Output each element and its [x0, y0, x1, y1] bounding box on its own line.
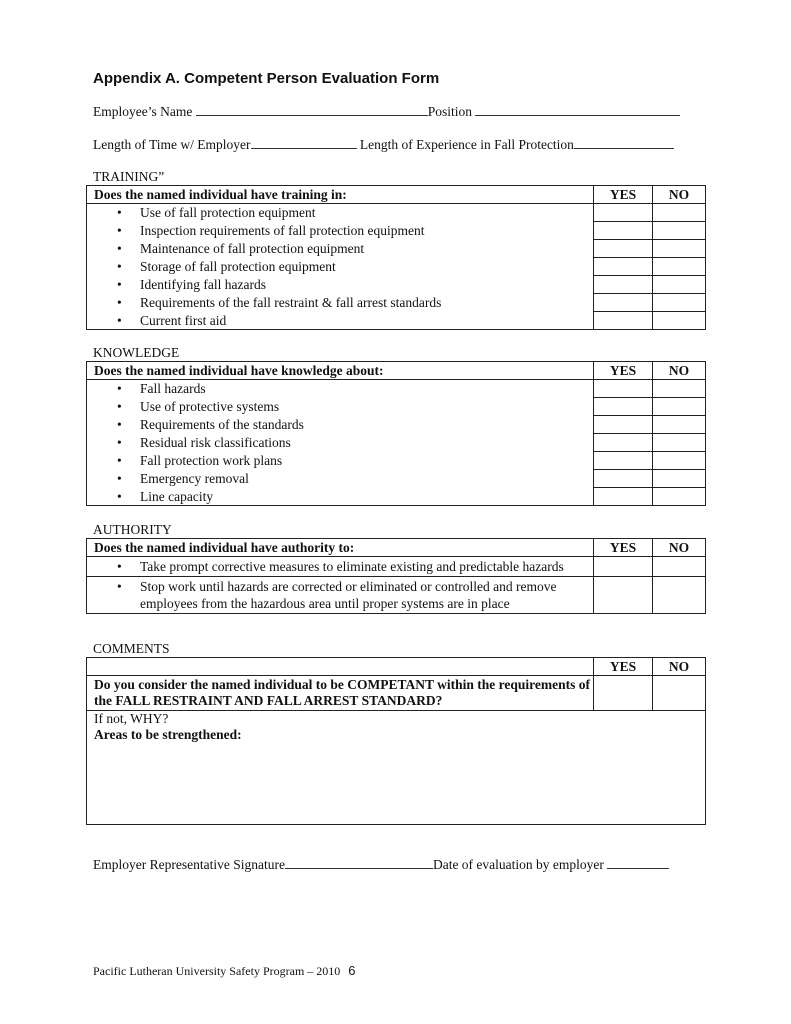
no-checkbox[interactable]	[653, 452, 706, 470]
comments-header-blank	[87, 658, 594, 676]
page-number: 6	[348, 963, 356, 978]
no-header: NO	[653, 186, 706, 204]
yes-checkbox[interactable]	[594, 398, 653, 416]
no-checkbox[interactable]	[653, 294, 706, 312]
list-item: • Use of fall protection equipment	[87, 204, 594, 222]
list-item: • Inspection requirements of fall protection equipment	[87, 222, 594, 240]
yes-checkbox[interactable]	[594, 488, 653, 506]
employee-name-field[interactable]	[196, 103, 428, 116]
comments-table	[86, 657, 706, 825]
list-item: • Maintenance of fall protection equipment	[87, 240, 594, 258]
yes-checkbox[interactable]	[594, 258, 653, 276]
yes-checkbox[interactable]	[594, 204, 653, 222]
yes-checkbox[interactable]	[594, 312, 653, 330]
experience-info-row	[93, 136, 674, 153]
no-checkbox[interactable]	[653, 416, 706, 434]
authority-question: Does the named individual have authority to:	[87, 539, 594, 557]
employee-info-row	[93, 103, 680, 120]
yes-checkbox[interactable]	[594, 240, 653, 258]
yes-header: YES	[594, 362, 653, 380]
no-checkbox[interactable]	[653, 557, 706, 577]
yes-checkbox[interactable]	[594, 557, 653, 577]
training-question: Does the named individual have training in:	[87, 186, 594, 204]
rep-signature-field[interactable]	[285, 856, 433, 869]
yes-checkbox[interactable]	[594, 276, 653, 294]
list-item: • Storage of fall protection equipment	[87, 258, 594, 276]
date-eval-field[interactable]	[607, 856, 669, 869]
list-item: • Fall hazards	[87, 380, 594, 398]
no-checkbox[interactable]	[653, 204, 706, 222]
no-checkbox[interactable]	[653, 276, 706, 294]
areas-strengthened-label: Areas to be strengthened:	[94, 727, 242, 742]
list-item: • Line capacity	[87, 488, 594, 506]
yes-checkbox[interactable]	[594, 416, 653, 434]
no-header: NO	[653, 539, 706, 557]
list-item: • Fall protection work plans	[87, 452, 594, 470]
yes-header: YES	[594, 539, 653, 557]
authority-table	[86, 538, 706, 614]
yes-checkbox[interactable]	[594, 294, 653, 312]
yes-checkbox[interactable]	[594, 470, 653, 488]
training-table	[86, 185, 706, 330]
page-footer	[93, 963, 356, 979]
length-employer-field[interactable]	[251, 136, 357, 149]
date-eval-label: Date of evaluation by employer	[432, 857, 604, 872]
list-item: • Requirements of the standards	[87, 416, 594, 434]
no-header: NO	[653, 362, 706, 380]
no-checkbox[interactable]	[653, 434, 706, 452]
page-title: Appendix A. Competent Person Evaluation Form	[93, 70, 440, 87]
list-item: • Stop work until hazards are corrected or eliminated or controlled and remove employees from the hazardous area until proper systems are in place	[87, 577, 594, 614]
yes-checkbox[interactable]	[594, 380, 653, 398]
footer-text: Pacific Lutheran University Safety Program – 2010	[93, 964, 341, 978]
yes-checkbox[interactable]	[594, 222, 653, 240]
authority-section-label: AUTHORITY	[93, 522, 172, 537]
no-checkbox[interactable]	[653, 222, 706, 240]
list-item: • Emergency removal	[87, 470, 594, 488]
knowledge-table	[86, 361, 706, 506]
yes-header: YES	[594, 186, 653, 204]
yes-checkbox[interactable]	[594, 577, 653, 614]
position-field[interactable]	[475, 103, 680, 116]
employee-name-label: Employee’s Name	[93, 104, 193, 119]
list-item: • Residual risk classifications	[87, 434, 594, 452]
list-item: • Take prompt corrective measures to eliminate existing and predictable hazards	[87, 557, 594, 577]
no-checkbox[interactable]	[653, 258, 706, 276]
list-item: • Requirements of the fall restraint & fall arrest standards	[87, 294, 594, 312]
knowledge-section-label: KNOWLEDGE	[93, 345, 180, 360]
no-checkbox[interactable]	[653, 380, 706, 398]
comments-area[interactable]	[87, 711, 706, 825]
yes-checkbox[interactable]	[594, 452, 653, 470]
no-checkbox[interactable]	[653, 398, 706, 416]
competent-question: Do you consider the named individual to be COMPETANT within the requirements of the FALL RESTRAINT AND FALL ARREST STANDARD?	[87, 676, 594, 711]
list-item: • Identifying fall hazards	[87, 276, 594, 294]
position-label: Position	[427, 104, 472, 119]
no-checkbox[interactable]	[653, 577, 706, 614]
yes-checkbox[interactable]	[594, 676, 653, 711]
no-checkbox[interactable]	[653, 312, 706, 330]
knowledge-question: Does the named individual have knowledge about:	[87, 362, 594, 380]
no-checkbox[interactable]	[653, 470, 706, 488]
rep-signature-label: Employer Representative Signature	[93, 857, 285, 872]
length-employer-label: Length of Time w/ Employer	[93, 137, 251, 152]
yes-header: YES	[594, 658, 653, 676]
no-checkbox[interactable]	[653, 676, 706, 711]
no-header: NO	[653, 658, 706, 676]
length-fall-label: Length of Experience in Fall Protection	[359, 137, 574, 152]
signature-row	[93, 856, 669, 873]
no-checkbox[interactable]	[653, 488, 706, 506]
if-not-why-label: If not, WHY?	[94, 711, 169, 726]
no-checkbox[interactable]	[653, 240, 706, 258]
list-item: • Current first aid	[87, 312, 594, 330]
training-section-label: TRAINING”	[93, 169, 165, 184]
yes-checkbox[interactable]	[594, 434, 653, 452]
list-item: • Use of protective systems	[87, 398, 594, 416]
comments-section-label: COMMENTS	[93, 641, 170, 656]
length-fall-field[interactable]	[574, 136, 674, 149]
